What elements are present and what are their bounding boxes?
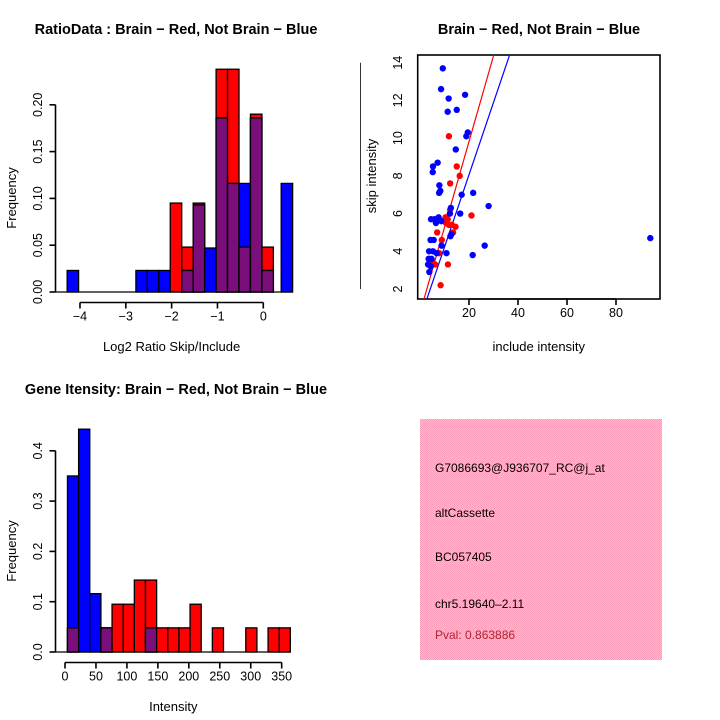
scatter-point-not_brain_blue <box>436 190 442 196</box>
histogram-bar-blue <box>136 270 147 292</box>
x-axis-title: Intensity <box>149 699 198 714</box>
y-tick-label: 0.00 <box>31 279 45 305</box>
scatter-point-not_brain_blue <box>462 92 468 98</box>
locus-text: chr5.19640–2.11 <box>435 597 525 611</box>
y-axis-title: skip intensity <box>364 138 379 214</box>
scatter-point-not_brain_blue <box>436 182 442 188</box>
histogram-bar-blue <box>79 429 90 652</box>
histogram-bar-overlap <box>67 628 78 652</box>
histogram-bar-red <box>134 580 145 652</box>
scatter-point-not_brain_blue <box>447 233 453 239</box>
scatter-point-not_brain_blue <box>447 210 453 216</box>
histogram-bar-red <box>279 628 290 652</box>
scatter-point-not_brain_blue <box>469 252 475 258</box>
y-tick-label: 0.15 <box>31 139 45 164</box>
scatter-point-not_brain_blue <box>430 169 436 175</box>
chart-title: Brain − Red, Not Brain − Blue <box>437 22 641 38</box>
x-tick-label: 150 <box>147 669 169 684</box>
x-tick-label: −2 <box>164 309 179 324</box>
histogram-bar-red <box>190 604 201 652</box>
scatter-point-not_brain_blue <box>443 250 449 256</box>
histogram-bar-overlap <box>101 628 112 652</box>
intensity-scatter-panel <box>360 0 720 360</box>
x-tick-label: −4 <box>72 309 88 324</box>
x-tick-label: 300 <box>240 669 262 684</box>
scatter-point-not_brain_blue <box>444 109 450 115</box>
scatter-point-brain_red <box>445 261 451 267</box>
intensity-scatter-chart <box>360 0 720 360</box>
y-tick-label: 0.1 <box>31 593 45 611</box>
histogram-bar-blue <box>67 270 78 292</box>
scatter-point-not_brain_blue <box>433 220 439 226</box>
histogram-bar-overlap <box>182 270 193 292</box>
y-tick-label: 6 <box>391 210 405 218</box>
histogram-bar-overlap <box>239 247 250 292</box>
scatter-point-brain_red <box>452 224 458 230</box>
y-tick-label: 10 <box>391 131 405 146</box>
scatter-point-brain_red <box>468 212 474 218</box>
scatter-point-not_brain_blue <box>453 146 459 152</box>
y-tick-label: 2 <box>391 285 405 293</box>
scatter-point-not_brain_blue <box>433 250 439 256</box>
scatter-point-brain_red <box>456 173 462 179</box>
y-tick-label: 0.3 <box>31 492 45 510</box>
scatter-point-not_brain_blue <box>458 192 464 198</box>
event-type-text: altCassette <box>435 506 496 520</box>
y-tick-label: 14 <box>391 55 405 70</box>
y-tick-label: 0.20 <box>31 92 45 117</box>
scatter-point-brain_red <box>446 133 452 139</box>
scatter-point-not_brain_blue <box>463 133 469 139</box>
y-tick-label: 0.2 <box>31 542 45 561</box>
x-tick-label: 350 <box>271 669 293 684</box>
scatter-point-not_brain_blue <box>431 237 437 243</box>
y-tick-label: 0.05 <box>31 233 45 258</box>
scatter-point-not_brain_blue <box>440 65 446 71</box>
accession-text: BC057405 <box>435 550 492 564</box>
scatter-point-not_brain_blue <box>445 95 451 101</box>
ratio-histogram-chart <box>0 0 360 360</box>
scatter-point-not_brain_blue <box>454 107 460 113</box>
histogram-bar-red <box>170 203 181 292</box>
ratio-histogram-panel <box>0 0 360 360</box>
histogram-bar-red <box>246 628 257 652</box>
scatter-point-not_brain_blue <box>647 235 653 241</box>
histogram-bar-blue <box>67 476 78 652</box>
scatter-point-brain_red <box>437 282 443 288</box>
x-tick-label: −1 <box>210 309 225 324</box>
gene-info-panel <box>360 360 720 720</box>
y-tick-label: 0.4 <box>31 442 45 460</box>
probe-id-text: G7086693@J936707_RC@j_at <box>435 461 605 475</box>
chart-title: RatioData : Brain − Red, Not Brain − Blue <box>34 22 318 38</box>
x-tick-label: −3 <box>118 309 133 324</box>
scatter-point-not_brain_blue <box>428 263 434 269</box>
histogram-bar-red <box>112 604 123 652</box>
x-tick-label: 60 <box>560 306 574 320</box>
histogram-bar-blue <box>90 594 101 652</box>
scatter-point-not_brain_blue <box>428 256 434 262</box>
scatter-point-brain_red <box>447 180 453 186</box>
scatter-point-brain_red <box>439 237 445 243</box>
scatter-point-not_brain_blue <box>430 163 436 169</box>
gene-info-box <box>420 419 662 660</box>
histogram-bar-overlap <box>262 270 273 292</box>
gene-intensity-histogram-chart <box>0 360 360 720</box>
y-axis-title: Frequency <box>4 520 19 582</box>
x-tick-label: 80 <box>609 306 623 320</box>
scatter-point-not_brain_blue <box>438 242 444 248</box>
histogram-bar-red <box>168 628 179 652</box>
y-tick-label: 0.10 <box>31 186 45 211</box>
y-tick-label: 0.0 <box>31 643 45 661</box>
x-tick-label: 0 <box>61 669 69 684</box>
histogram-bar-blue <box>159 270 170 292</box>
histogram-bar-red <box>157 628 168 652</box>
x-tick-label: 200 <box>178 669 200 684</box>
scatter-point-brain_red <box>434 229 440 235</box>
histogram-bar-red <box>123 604 134 652</box>
histogram-bar-overlap <box>216 118 227 292</box>
scatter-point-not_brain_blue <box>448 205 454 211</box>
scatter-point-not_brain_blue <box>481 242 487 248</box>
x-axis-title: Log2 Ratio Skip/Include <box>102 339 241 354</box>
plot-box <box>418 55 660 299</box>
histogram-bar-overlap <box>193 205 204 292</box>
x-tick-label: 0 <box>259 309 267 324</box>
x-tick-label: 50 <box>89 669 103 684</box>
pval-text: Pval: 0.863886 <box>435 628 516 642</box>
histogram-bar-red <box>179 628 190 652</box>
x-tick-label: 250 <box>209 669 231 684</box>
histogram-bar-blue <box>147 270 158 292</box>
y-axis-title: Frequency <box>4 167 19 229</box>
y-tick-label: 8 <box>391 172 405 180</box>
scatter-point-not_brain_blue <box>438 86 444 92</box>
y-tick-label: 12 <box>391 93 405 108</box>
x-tick-label: 20 <box>462 306 476 320</box>
x-axis-title: include intensity <box>492 339 586 354</box>
histogram-bar-overlap <box>145 628 156 652</box>
x-tick-label: 40 <box>511 306 525 320</box>
histogram-bar-red <box>268 628 279 652</box>
histogram-bar-overlap <box>228 183 239 292</box>
histogram-bar-blue <box>205 248 216 292</box>
x-tick-label: 100 <box>116 669 138 684</box>
scatter-point-not_brain_blue <box>426 269 432 275</box>
histogram-bar-blue <box>281 183 292 292</box>
scatter-point-not_brain_blue <box>470 190 476 196</box>
scatter-point-brain_red <box>454 163 460 169</box>
scatter-point-not_brain_blue <box>485 203 491 209</box>
chart-title: Gene Itensity: Brain − Red, Not Brain − Blue <box>24 382 328 398</box>
histogram-bar-red <box>212 628 223 652</box>
y-tick-label: 4 <box>391 247 405 255</box>
histogram-bar-overlap <box>250 118 261 292</box>
scatter-point-not_brain_blue <box>457 210 463 216</box>
gene-intensity-histogram-panel <box>0 360 360 720</box>
